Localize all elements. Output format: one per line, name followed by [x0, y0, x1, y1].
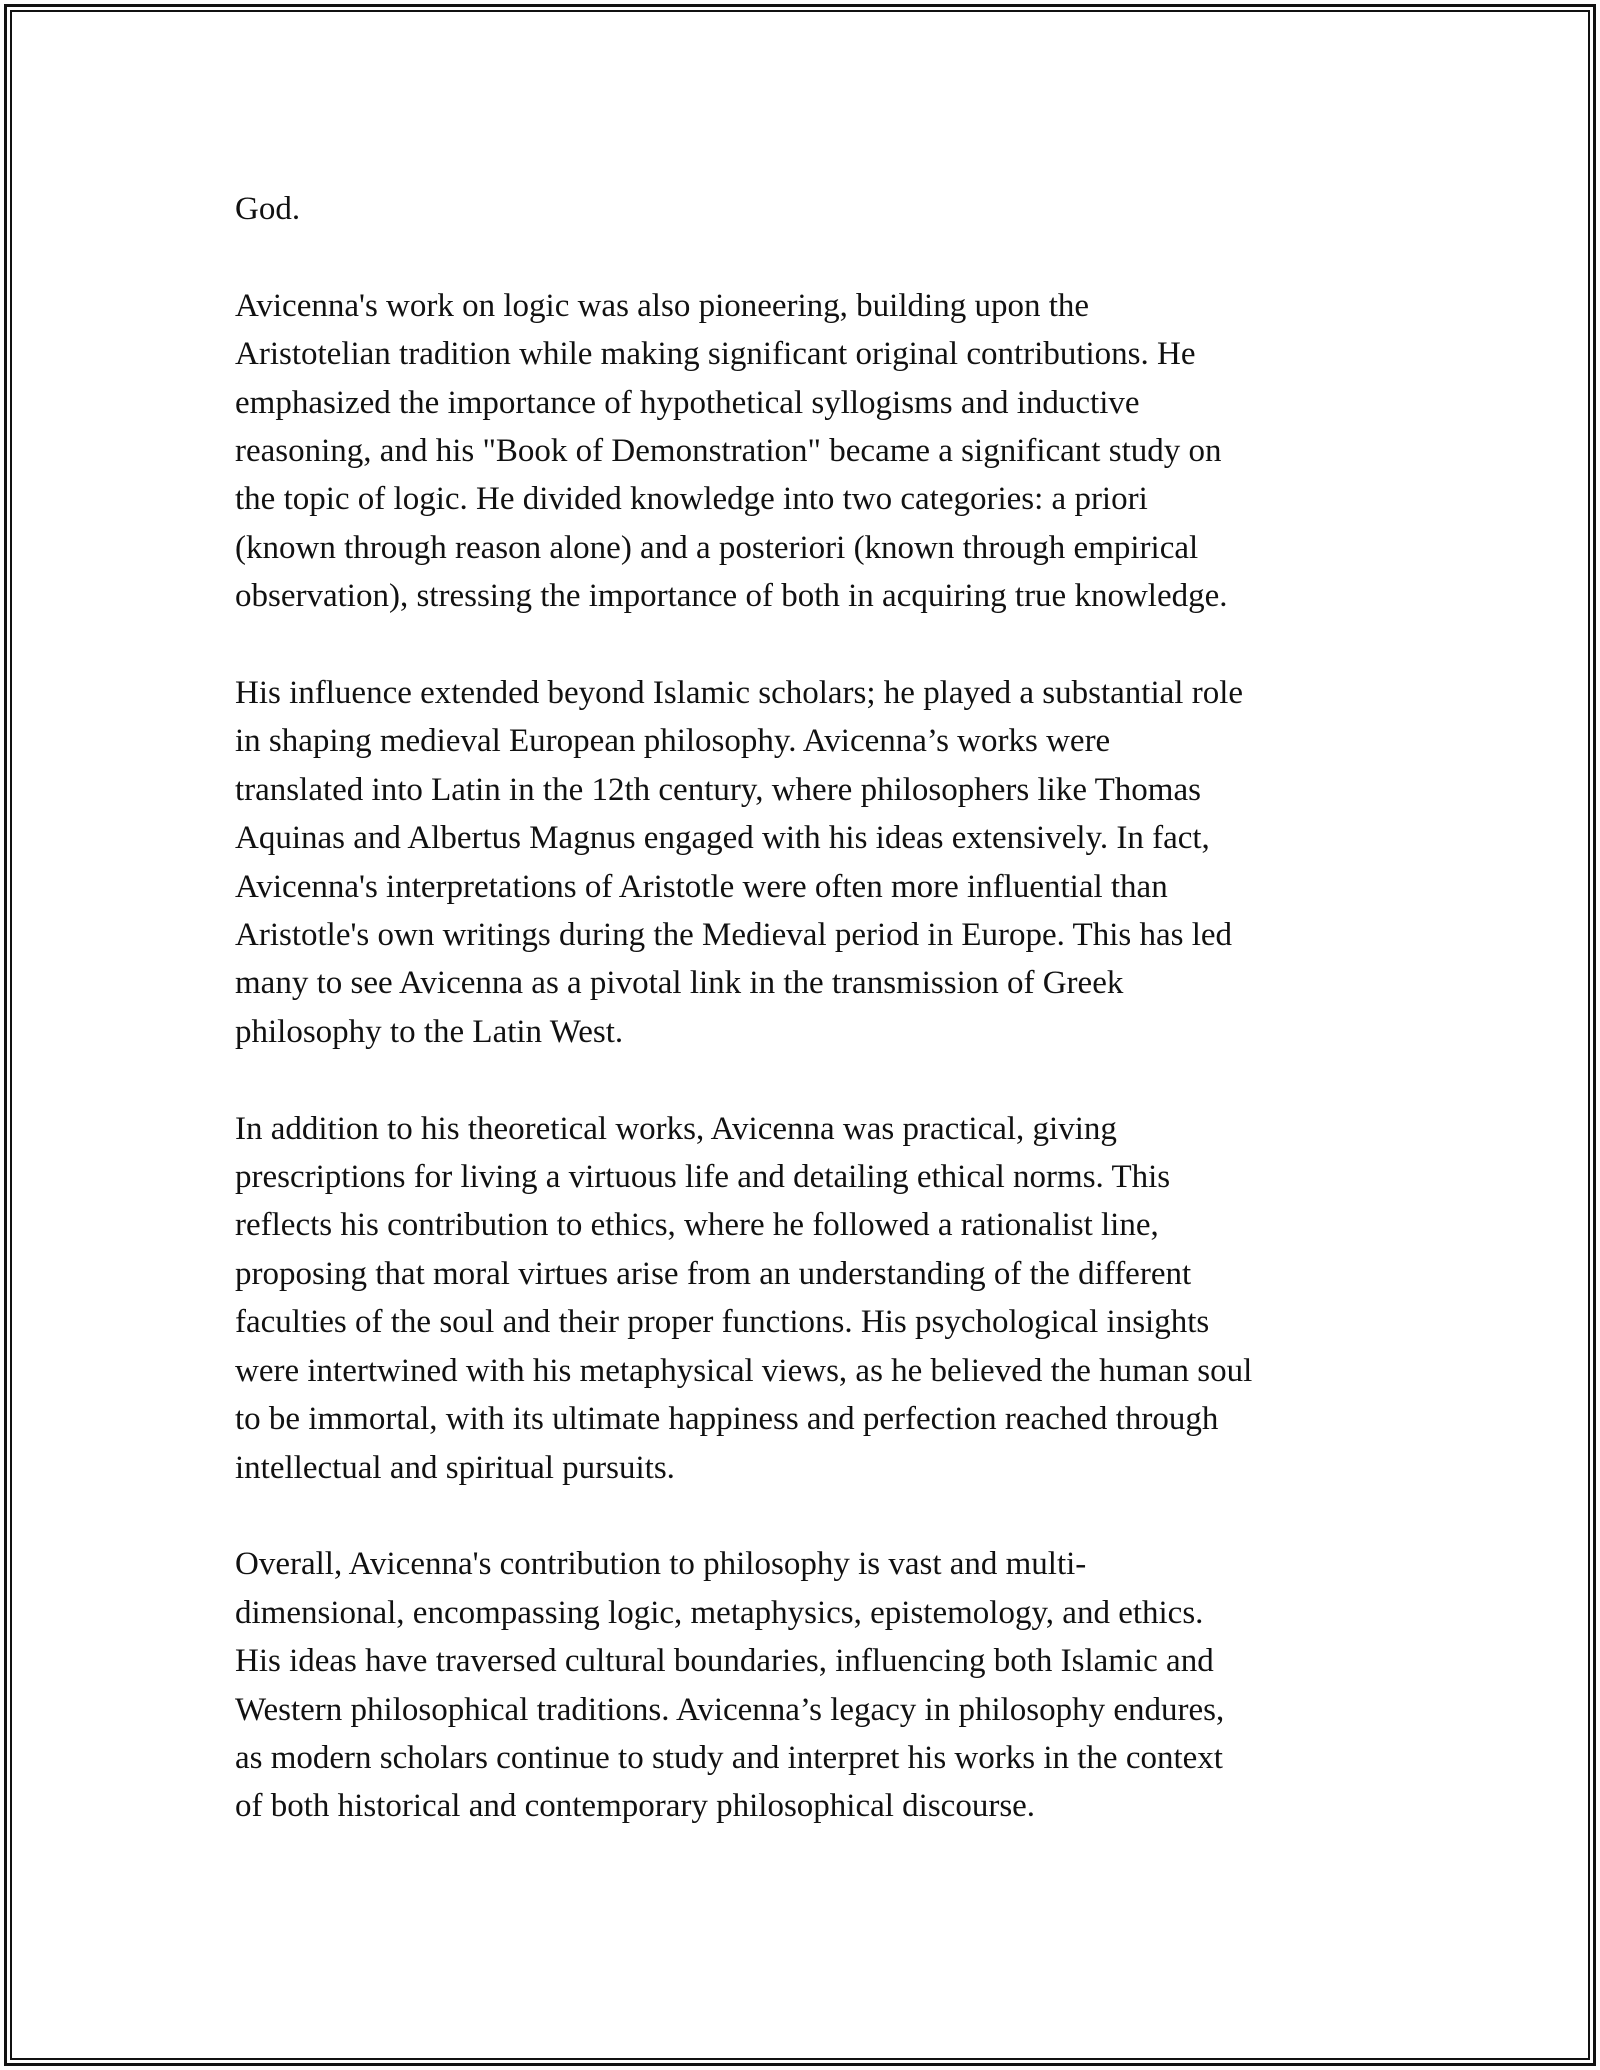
text-line: Avicenna's work on logic was also pioneering, building upon the: [235, 287, 1090, 324]
text-line: His ideas have traversed cultural boundaries, influencing both Islamic and: [235, 1643, 1214, 1680]
text-line: observation), stressing the importance of both in acquiring true knowledge.: [235, 578, 1228, 615]
text-line: God.: [235, 191, 301, 227]
text-line: to be immortal, with its ultimate happiness and perfection reached through: [235, 1401, 1219, 1438]
text-line: reflects his contribution to ethics, where he followed a rationalist line,: [235, 1207, 1159, 1244]
text-line: Aristotle's own writings during the Medieval period in Europe. This has led: [235, 917, 1233, 954]
text-line: His influence extended beyond Islamic scholars; he played a substantial role: [235, 675, 1244, 712]
text-line: as modern scholars continue to study and interpret his works in the context: [235, 1739, 1223, 1776]
text-line: the topic of logic. He divided knowledge into two categories: a priori: [235, 481, 1148, 518]
text-line: Overall, Avicenna's contribution to philosophy is vast and multi-: [235, 1546, 1087, 1583]
text-line: reasoning, and his "Book of Demonstration" became a significant study on: [235, 433, 1222, 470]
text-line: of both historical and contemporary philosophical discourse.: [235, 1788, 1036, 1825]
text-line: were intertwined with his metaphysical views, as he believed the human soul: [235, 1352, 1253, 1389]
text-line: intellectual and spiritual pursuits.: [235, 1449, 675, 1486]
text-line: Avicenna's interpretations of Aristotle were often more influential than: [235, 868, 1168, 905]
text-line: emphasized the importance of hypothetical syllogisms and inductive: [235, 384, 1140, 421]
text-line: Aquinas and Albertus Magnus engaged with his ideas extensively. In fact,: [235, 820, 1210, 857]
text-line: in shaping medieval European philosophy. Avicenna’s works were: [235, 723, 1111, 760]
text-line: proposing that moral virtues arise from an understanding of the different: [235, 1255, 1192, 1292]
text-line: In addition to his theoretical works, Avicenna was practical, giving: [235, 1110, 1117, 1147]
text-line: faculties of the soul and their proper functions. His psychological insights: [235, 1304, 1210, 1341]
paragraph: [235, 185, 1375, 233]
text-line: Aristotelian tradition while making significant original contributions. He: [235, 336, 1196, 373]
document-body: [235, 185, 1375, 1879]
paragraph: [235, 282, 1375, 621]
text-line: prescriptions for living a virtuous life and detailing ethical norms. This: [235, 1159, 1171, 1196]
text-line: (known through reason alone) and a posteriori (known through empirical: [235, 529, 1199, 566]
text-line: dimensional, encompassing logic, metaphysics, epistemology, and ethics.: [235, 1594, 1204, 1631]
text-line: translated into Latin in the 12th century, where philosophers like Thomas: [235, 771, 1201, 808]
text-line: Western philosophical traditions. Avicenna’s legacy in philosophy endures,: [235, 1691, 1225, 1728]
text-line: philosophy to the Latin West.: [235, 1013, 624, 1050]
text-line: many to see Avicenna as a pivotal link in the transmission of Greek: [235, 965, 1124, 1002]
paragraph: [235, 669, 1375, 1056]
paragraph: [235, 1105, 1375, 1492]
paragraph: [235, 1540, 1375, 1830]
